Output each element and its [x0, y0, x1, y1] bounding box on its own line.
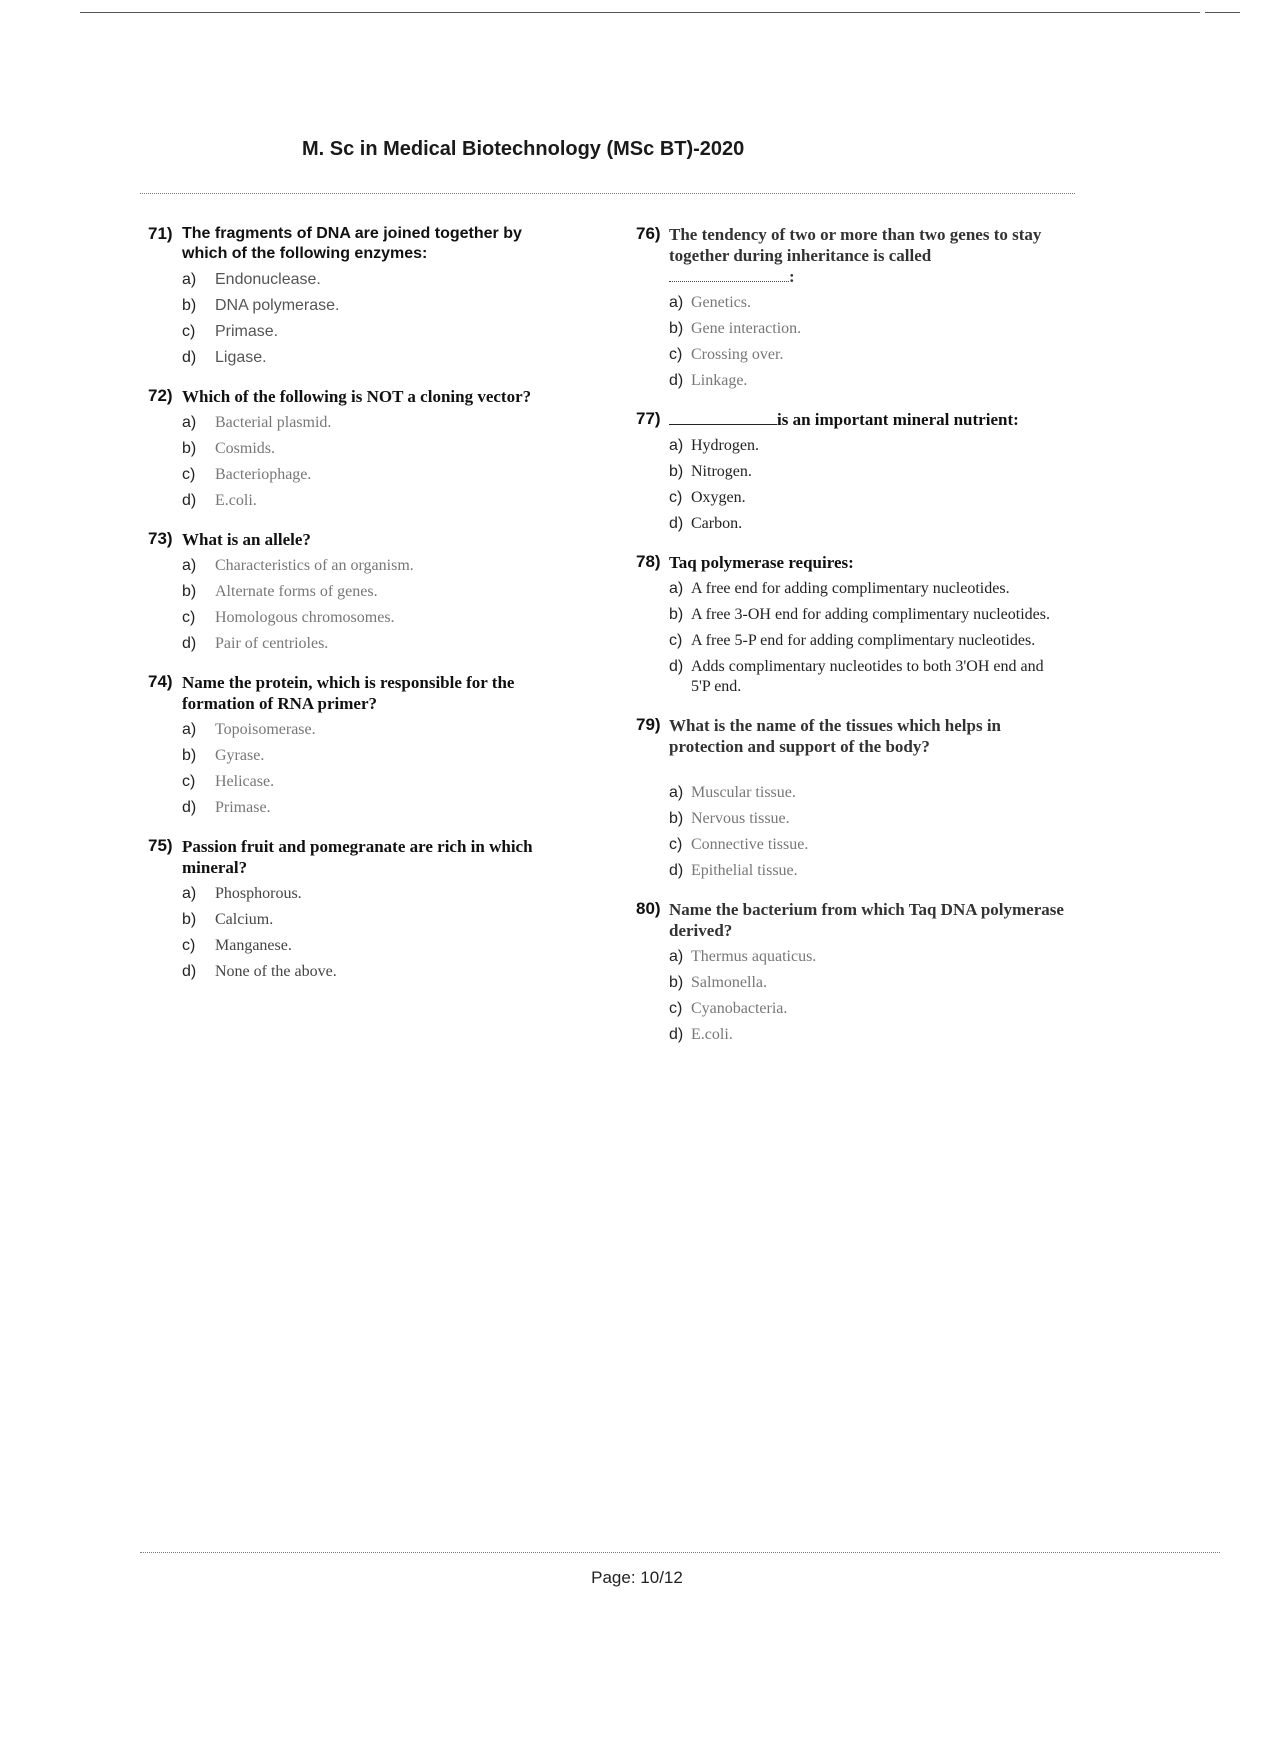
- scan-edge-line-short: [1205, 12, 1240, 13]
- option: d) Carbon.: [669, 515, 743, 532]
- option: b) Alternate forms of genes.: [182, 583, 378, 600]
- page-title: M. Sc in Medical Biotechnology (MSc BT)-2020: [302, 138, 745, 160]
- right-column: [636, 224, 1066, 1063]
- question-number: 80): [636, 899, 661, 918]
- option: c) Helicase.: [182, 773, 275, 790]
- option: a) Hydrogen.: [669, 437, 759, 454]
- question-number: 74): [148, 672, 173, 691]
- scan-edge-line: [80, 12, 1200, 13]
- options-list: [669, 783, 1066, 881]
- question-77: [636, 409, 1066, 534]
- option: b) Nervous tissue.: [669, 810, 790, 827]
- option: a) Phosphorous.: [182, 885, 302, 902]
- option: b) A free 3-OH end for adding complimentary nucleotides.: [669, 606, 1050, 623]
- option: b) Gyrase.: [182, 747, 265, 764]
- question-text: The tendency of two or more than two genes to stay together during inheritance is called :: [669, 225, 1042, 286]
- option: b) DNA polymerase.: [182, 297, 340, 314]
- options-list: [182, 413, 568, 511]
- options-list: [669, 293, 1066, 391]
- options-list: [182, 270, 568, 368]
- option: c) Oxygen.: [669, 489, 746, 506]
- option: a) Genetics.: [669, 294, 751, 311]
- question-number: 75): [148, 836, 173, 855]
- answer-blank: [669, 424, 777, 425]
- option: d) None of the above.: [182, 963, 337, 980]
- option: a) Topoisomerase.: [182, 721, 316, 738]
- question-number: 76): [636, 224, 661, 243]
- option: a) Thermus aquaticus.: [669, 948, 817, 965]
- question-79: [636, 715, 1066, 881]
- question-text: The fragments of DNA are joined together by which of the following enzymes:: [182, 225, 522, 262]
- option: b) Gene interaction.: [669, 320, 802, 337]
- question-text: Passion fruit and pomegranate are rich in which mineral?: [182, 837, 533, 877]
- question-text: Name the bacterium from which Taq DNA polymerase derived?: [669, 900, 1064, 940]
- option: c) Primase.: [182, 323, 279, 340]
- question-text: is an important mineral nutrient:: [669, 409, 1019, 430]
- question-number: 79): [636, 715, 661, 734]
- header-divider: [140, 193, 1075, 194]
- option: c) Homologous chromosomes.: [182, 609, 395, 626]
- option: d) Ligase.: [182, 349, 267, 366]
- question-75: [148, 836, 568, 982]
- question-80: [636, 899, 1066, 1045]
- question-number: 72): [148, 386, 173, 405]
- question-text: Which of the following is NOT a cloning vector?: [182, 387, 532, 406]
- option: d) Pair of centrioles.: [182, 635, 329, 652]
- option: c) Cyanobacteria.: [669, 1000, 788, 1017]
- option: a) A free end for adding complimentary nucleotides.: [669, 580, 1010, 597]
- option: b) Salmonella.: [669, 974, 767, 991]
- options-list: [669, 947, 1066, 1045]
- option: d) Epithelial tissue.: [669, 862, 798, 879]
- question-71: [148, 224, 568, 368]
- question-number: 71): [148, 224, 173, 243]
- left-column: [148, 224, 568, 1000]
- question-72: [148, 386, 568, 511]
- option: c) Connective tissue.: [669, 836, 809, 853]
- option: c) A free 5-P end for adding complimentary nucleotides.: [669, 632, 1036, 649]
- options-list: [182, 556, 568, 654]
- option: c) Manganese.: [182, 937, 292, 954]
- question-text: Taq polymerase requires:: [669, 553, 854, 572]
- question-text: Name the protein, which is responsible for the formation of RNA primer?: [182, 673, 515, 713]
- option: d) Primase.: [182, 799, 271, 816]
- question-73: [148, 529, 568, 654]
- options-list: [182, 720, 568, 818]
- question-number: 73): [148, 529, 173, 548]
- question-text: What is an allele?: [182, 530, 311, 549]
- page-number: Page: 10/12: [591, 1568, 683, 1587]
- option: b) Calcium.: [182, 911, 274, 928]
- options-list: [669, 579, 1066, 697]
- option: d) E.coli.: [669, 1026, 733, 1043]
- options-list: [182, 884, 568, 982]
- option: c) Crossing over.: [669, 346, 784, 363]
- option: a) Muscular tissue.: [669, 784, 796, 801]
- question-number: 78): [636, 552, 661, 571]
- option: d) Adds complimentary nucleotides to both 3'OH end and 5'P end.: [669, 658, 1044, 695]
- question-74: [148, 672, 568, 818]
- footer-divider: [140, 1552, 1220, 1553]
- question-number: 77): [636, 409, 661, 428]
- option: a) Endonuclease.: [182, 271, 321, 288]
- question-78: [636, 552, 1066, 697]
- option: c) Bacteriophage.: [182, 466, 312, 483]
- question-text: What is the name of the tissues which helps in protection and support of the body?: [669, 716, 1002, 756]
- option: b) Cosmids.: [182, 440, 276, 457]
- option: b) Nitrogen.: [669, 463, 752, 480]
- answer-blank: [669, 281, 789, 282]
- option: d) Linkage.: [669, 372, 748, 389]
- question-76: [636, 224, 1066, 391]
- option: d) E.coli.: [182, 492, 257, 509]
- options-list: [669, 436, 1066, 534]
- option: a) Characteristics of an organism.: [182, 557, 414, 574]
- option: a) Bacterial plasmid.: [182, 414, 332, 431]
